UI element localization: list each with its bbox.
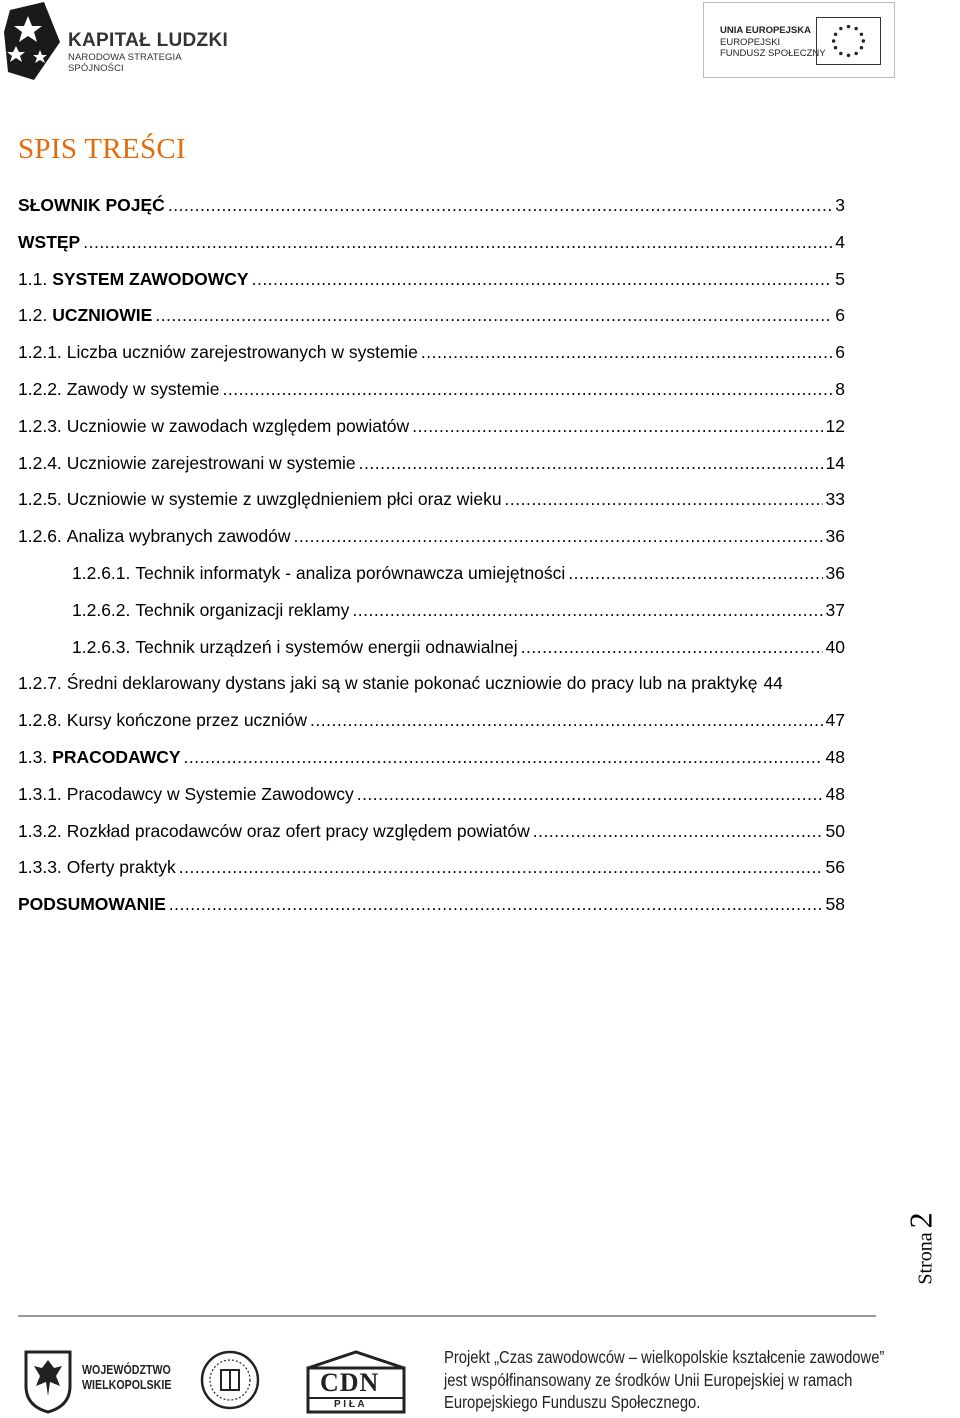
toc-entry-page: 40 [825,636,845,657]
toc-entry[interactable] [18,297,845,334]
toc-entry-label: Analiza wybranych zawodów [66,526,291,547]
eu-line-1: UNIA EUROPEJSKA [720,25,811,36]
toc-entry-page: 8 [835,378,845,399]
toc-entry-page: 36 [825,526,845,547]
kapital-ludzki-subtitle: NARODOWA STRATEGIA SPÓJNOŚCI [68,52,182,74]
toc-entry-label: Technik organizacji reklamy [135,599,350,620]
toc-entry[interactable] [18,592,845,629]
eu-line-3: FUNDUSZ SPOŁECZNY [720,48,826,59]
kapital-ludzki-emblem-icon [4,2,64,80]
toc-entry[interactable] [18,334,845,371]
toc-entry-label: Uczniowie w zawodach względem powiatów [66,415,410,436]
toc-entry-leader [169,886,823,923]
toc-entry[interactable] [18,445,845,482]
toc-entry-label: UCZNIOWIE [52,305,153,326]
toc-entry-page: 12 [825,415,845,436]
toc-entry-page: 58 [825,894,845,915]
toc-title: SPIS TREŚCI [18,133,186,165]
toc-entry[interactable] [18,224,845,261]
toc-entry-label: PODSUMOWANIE [18,894,166,915]
toc-entry-number: 1.3.2. [18,820,62,841]
toc-entry-label: Kursy kończone przez uczniów [66,710,308,731]
toc-entry[interactable] [18,776,845,813]
wojewodztwo-label [82,1362,171,1392]
eu-line-2: EUROPEJSKI [720,36,781,48]
toc-entry-leader [421,334,832,371]
toc-entry-label: Rozkład pracodawców oraz ofert pracy względem powiatów [66,820,530,841]
toc-entry-label: Technik informatyk - analiza porównawcza umiejętności [135,562,566,583]
toc-entry-leader [184,739,823,776]
woj-line-1: WOJEWÓDZTWO [82,1362,171,1377]
cdn-pila-logo [304,1350,408,1414]
cdn-sub: P I Ł A [334,1399,365,1410]
toc-entry-label: Pracodawcy w Systemie Zawodowcy [66,783,354,804]
toc-entry-label: PRACODAWCY [52,746,181,767]
toc-entry-label: WSTĘP [18,231,81,252]
toc-entry-page: 4 [835,231,845,252]
toc-entry-page: 14 [825,452,845,473]
toc-entry[interactable] [18,408,845,445]
toc-entry-leader [521,629,823,666]
page-number: 2 [902,1212,939,1229]
footer-divider [18,1315,876,1317]
kapital-ludzki-logo [4,2,234,80]
toc-entry-number: 1.2.2. [18,378,62,399]
toc-entry-leader [352,592,822,629]
toc-entry-number: 1.2.7. [18,673,62,694]
toc-entry[interactable] [18,481,845,518]
toc-entry-leader [505,481,823,518]
toc-entry-label: Średni deklarowany dystans jaki są w stanie pokonać uczniowie do pracy lub na praktykę [66,673,758,694]
toc-entry-number: 1.2.1. [18,342,62,363]
toc-entry-leader [168,187,832,224]
toc-entry-page: 37 [825,599,845,620]
toc-entry-number: 1.3.3. [18,857,62,878]
toc-entry-label: Uczniowie w systemie z uwzględnieniem płci oraz wieku [66,489,502,510]
toc-entry[interactable] [18,371,845,408]
toc-entry-leader [568,555,822,592]
wielkopolska-eagle-icon [22,1346,74,1414]
toc-entry[interactable] [18,886,845,923]
toc-entry-number: 1.2.6.1. [72,562,131,583]
toc-entry-leader [222,371,832,408]
toc-entry-number: 1.2.4. [18,452,62,473]
toc-entry-leader [357,776,823,813]
project-line-3: Europejskiego Funduszu Społecznego. [444,1392,701,1412]
toc-entry-page: 5 [835,268,845,289]
table-of-contents [18,187,845,923]
toc-entry-leader [533,813,823,850]
toc-entry-label: Oferty praktyk [66,857,176,878]
page-number-side [902,1200,960,1300]
toc-entry-leader [179,849,823,886]
toc-entry-number: 1.2.3. [18,415,62,436]
toc-entry-page: 6 [835,342,845,363]
toc-entry-label: Uczniowie zarejestrowani w systemie [66,452,356,473]
project-line-1: Projekt „Czas zawodowców – wielkopolskie kształcenie zawodowe” [444,1347,885,1367]
eu-logo-text [720,25,826,60]
toc-entry-label: Technik urządzeń i systemów energii odnawialnej [135,636,518,657]
toc-entry[interactable] [18,665,845,702]
toc-entry[interactable] [18,261,845,298]
cdn-text: CDN [320,1368,380,1397]
toc-entry-leader [294,518,823,555]
toc-entry-label: Liczba uczniów zarejestrowanych w systemie [66,342,418,363]
toc-entry-leader [155,297,832,334]
page-label: Strona [914,1232,937,1285]
toc-entry-leader [412,408,822,445]
toc-entry-label: Zawody w systemie [66,378,220,399]
toc-entry-number: 1.2.8. [18,710,62,731]
university-seal-icon [200,1346,260,1414]
toc-entry[interactable] [18,813,845,850]
toc-entry-page: 48 [825,783,845,804]
toc-entry-number: 1.2.5. [18,489,62,510]
toc-entry-number: 1.2.6.3. [72,636,131,657]
toc-entry[interactable] [18,629,845,666]
toc-entry-number: 1.2.6. [18,526,62,547]
project-description [444,1346,884,1414]
toc-entry[interactable] [18,555,845,592]
toc-entry-page: 48 [825,746,845,767]
toc-entry-label: SYSTEM ZAWODOWCY [52,268,249,289]
toc-entry[interactable] [18,187,845,224]
toc-entry-leader [310,702,822,739]
toc-entry[interactable] [18,849,845,886]
eu-flag-icon [816,17,881,65]
toc-entry-page: 56 [825,857,845,878]
toc-entry[interactable] [18,739,845,776]
toc-entry-leader [252,261,833,298]
toc-entry-page: 3 [835,195,845,215]
eu-logo [703,2,895,78]
toc-entry-leader [83,224,832,261]
toc-entry-number: 1.2. [18,305,48,326]
toc-entry[interactable] [18,518,845,555]
toc-entry-number: 1.3. [18,746,48,767]
toc-entry-page: 33 [825,489,845,510]
toc-entry-number: 1.2.6.2. [72,599,131,620]
toc-entry-label: SŁOWNIK POJĘĆ [18,195,165,215]
toc-entry-page: 44 [763,673,783,694]
woj-line-2: WIELKOPOLSKIE [82,1377,172,1392]
toc-entry-page: 6 [835,305,845,326]
toc-entry-page: 36 [825,562,845,583]
toc-entry-leader [359,445,823,482]
toc-entry-number: 1.3.1. [18,783,62,804]
project-line-2: jest współfinansowany ze środków Unii Europejskiej w ramach [444,1369,853,1390]
kapital-ludzki-title: KAPITAŁ LUDZKI [68,30,229,51]
toc-entry[interactable] [18,702,845,739]
toc-entry-number: 1.1. [18,268,48,289]
toc-entry-page: 50 [825,820,845,841]
toc-entry-page: 47 [825,710,845,731]
